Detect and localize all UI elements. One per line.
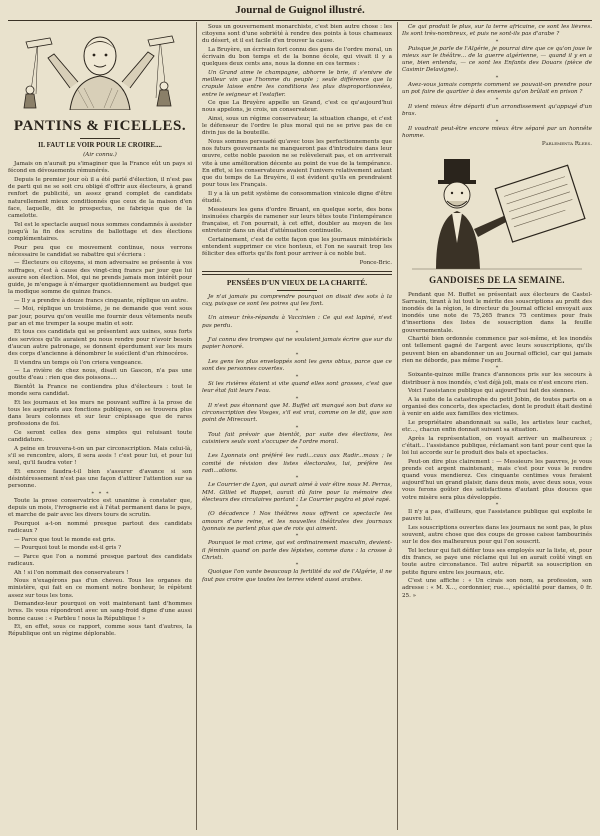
paragraph: Pendant que M. Buffet se présentait aux électeurs de Castel-Sarrasin, tirant à lui tout le mérite des souscriptions au profit des inondés de la région, le directeur du Journal officiel envoyait aux inondés une note de 75,265 francs 75 centimes pour frais d'insertions des listes de souscription dans la feuille gouvernementale. [402, 291, 592, 334]
paragraph: A peine en trouvera-t-on un par circonscription. Mais celui-là, s'il se rencontre, alors, il sera assis ! c'est pour lui, et pour lui seul, qu'il faudra voter ! [8, 445, 192, 467]
paragraph: Après la représentation, on voyait arriver un malheureux ; c'était... l'assistance publique, réclamant son tant pour cent que la loi lui accorde sur le produit des bals et spectacles. [402, 435, 592, 456]
pensee-item: Avez-vous jamais compris comment se pouvait-on prendre pour un pot faire de quartier à des ennemis qu'on brûlait en prison ? [402, 82, 592, 96]
signature: Parlementa Rlees. [541, 141, 592, 148]
separator-star: * [295, 424, 299, 431]
column-divider-2 [397, 22, 398, 830]
paragraph: Pour peu que ce mouvement continue, nous verrons nécessaire le candidat se rabattre qui s'écriera : [8, 244, 192, 258]
paragraph: Ainsi, sous un régime conservateur, la situation change, et c'est le défenseur de l'ordre le plus moral qui ne se prive pas de ce divin jus de la bouteille. [202, 116, 392, 137]
puppeteer-illustration [8, 28, 192, 110]
separator-star: * [295, 308, 299, 315]
separator-star: * [295, 504, 299, 511]
paragraph: — Parce que tout le monde est gris. [14, 536, 116, 543]
pensee-item: Si les rivières étaient si vite quand elles sont grosses, c'est que leur état fait leurs l'eau. [202, 380, 392, 394]
pensees-list-continued [402, 24, 592, 140]
paragraph: La Bruyère, un écrivain fort connu des gens de l'ordre moral, un écrivain du bon temps et de la bonne école, qui vivait il y a quelques deux cents ans, nous la donne en ces termes : [202, 47, 392, 68]
paragraph: Voici l'assistance publique qui aujourd'hui fait des siennes. [408, 388, 576, 395]
column-divider-1 [196, 22, 197, 830]
separator-star: * [495, 96, 499, 103]
paragraph: Il n'y a pas, d'ailleurs, que l'assistance publique qui exploite le pauvre lui. [402, 509, 592, 523]
paragraph: Demandez-leur pourquoi on voit maintenant tant d'hommes ivres. Ils vous répondront avec un sang-froid digne d'une aussi bonne cause : « Parbleu ! nous la République ! » [8, 601, 192, 622]
paragraph: — Électeurs ou citoyens, si mon adversaire se présente à vos suffrages, c'est à cause des vingt-cinq francs par jour que lui assure son élection. Moi, qui ne prends jamais mon intérêt pour guide, je m'engage à n'émarger quotidiennement au budget que la modique somme de quinze francs. [8, 260, 192, 296]
pensee-item: J'ai connu des trompes qui ne voulaient jamais écrire que sur du papier honoré. [202, 337, 392, 351]
paragraph: Soixante-quinze mille francs d'annonces pris sur les secours à distribuer à nos inondés, c'est déjà joli, mais ce n'est encore rien. [402, 372, 592, 386]
pensee-item: Puisque je parle de l'Algérie, je pourrai dire que ce qu'on joue le mieux sur le théâtre... de la guerre algérienne, — quand il y en a une, bien entendu, — ce sont les Enfants des Douars (pièce de Casimir Delavigne). [402, 45, 592, 74]
paragraph: Il y a là un petit système de consommation vinicole digne d'être étudié. [202, 190, 392, 205]
pensee-item: Un aimeur très-répandu à Vaccinien : Ce qui est lapiné, n'est pas perdu. [202, 315, 392, 329]
separator-star: * [295, 351, 299, 358]
column-1 [8, 24, 192, 830]
section-title-pensees: PENSÉES D'UN VIEUX DE LA CHARITÉ. [226, 277, 368, 287]
pensees-list [202, 294, 392, 584]
separator-star: * [495, 365, 499, 372]
politician-drawing [402, 153, 592, 271]
paragraph: Jamais on n'aurait pu s'imaginer que la France eût un pays si fécond en dévouements rémunérés. [8, 161, 192, 175]
section-rule [202, 271, 392, 275]
separator-star: * [295, 446, 299, 453]
politician-illustration [402, 153, 592, 271]
separator-star: * [295, 395, 299, 402]
title-rule [80, 138, 120, 139]
separator-star: * [295, 533, 299, 540]
column-3 [402, 24, 592, 830]
page-header-title: Journal de Guignol illustré. [235, 4, 365, 16]
separator-star: * [295, 562, 299, 569]
pensee-item: Pourquoi le mot crime, qui est ordinairement masculin, devient-il féminin quand on parle des lépistes, comme dans : la crosse à Christi. [202, 540, 392, 561]
paragraph: Il viendra un temps où l'on criera vengeance. [14, 359, 143, 366]
pensee-item: Ce qui produit le plus, sur la terre africaine, ce sont les lièvres. Ils sont très-nombreux, et puis ne sont-ils pas d'arabe ? [402, 24, 592, 38]
paragraph: Nous n'exagérons pas d'un cheveu. Tous les organes du ministère, qui fait en ce moment notre bonheur, le répètent assez sur tous les tons. [8, 578, 192, 599]
paragraph: Sous un gouvernement monarchiste, c'est bien autre chose : les citoyens sont d'une sobriété à rendre des points à tous chameaux du désert, et il est facile d'en trouver la cause. [202, 24, 392, 45]
column-2 [202, 24, 392, 830]
paragraph: Ce seront celles des gens simples qui reluisant toute candidature. [8, 430, 192, 444]
pensee-item: Le Courrier de Lyon, qui aurait aimé à voir élire nous M. Perras, MM. Gilliet et Ruppet, aurait dû faire pour la mémoire des électeurs des circulaires portant : Le Courrier paytra et pivé rapé. [202, 482, 392, 503]
section-title-pantins: PANTINS & FICELLES. [13, 118, 187, 134]
signature: Ponce-Bric. [359, 259, 392, 266]
paragraph: Et les journaux et les murs ne pouvant suffire à la prose de tous les aspirants aux fonctions publiques, on se trouvera plus dans leurs colonnes et sur leur crépissage que de rares professions de foi. [8, 399, 192, 428]
paragraph: Ce que La Bruyère appelle un Grand, c'est ce qu'aujourd'hui nous appelons, je crois, un conservateur. [202, 100, 392, 114]
separator-star: * [295, 330, 299, 337]
paragraph: Les souscriptions ouvertes dans les journaux ne sont pas, le plus souvent, autre chose que des coups de grosse caisse tambourinés sur le dos des malheureux pour qui l'on souscrit. [402, 525, 592, 546]
paragraph: Certainement, c'est de cette façon que les journaux ministériels entendent supprimer ce vice honteux, et l'on ne saurait trop les féliciter des efforts qu'ils font pour arriver à ce noble but. [202, 236, 392, 258]
paragraph: Et tous ces candidats qui se présentent aux usines, sous forts des services qu'ils auraient pu nous rendre pour n'avoir besoin d'aucun autre patronage, se donnent éperdument sur les murs des corps d'ancienne à dénombrer le suécilent d'un rhinocéros. [8, 329, 192, 358]
pensee-item: (O décadence ! Nos théâtres nous offrent ce spectacle les amours d'une reine, et les nouvelles théâtrales des journaux lyonnais ne parlent plus que de rois qui aiment. [202, 511, 392, 532]
section-title-gandoises: GANDOISES DE LA SEMAINE. [429, 274, 565, 285]
title-rule [277, 290, 317, 291]
paragraph: — Moi, réplique un troisième, je ne demande que vent sous par jour, pourvu qu'on veuille me fournir deux vêtements neufs par an et me tremper la soupe matin et soir. [8, 306, 192, 327]
separator-star: * [295, 373, 299, 380]
song-title: IL FAUT LE VOIR POUR LE CROIRE.... [38, 142, 162, 149]
paragraph: — Il y a prendre à douze francs cinquante, réplique un autre. [14, 297, 188, 304]
paragraph: Pourquoi a-t-on nommé presque partout des candidats radicaux ? [8, 520, 192, 534]
quote-paragraph: Un Grand aime le champagne, abhorre le brie, il s'enivre de meilleur vin que l'homme du peuple ; seule différence que la crapule laisse entre les conditions les plus disproportionnées, entre le seigneur et l'estafier. [202, 70, 392, 98]
separator-stars: * * * [91, 490, 109, 497]
paragraph: — Pourquoi tout le monde est-il gris ? [14, 545, 122, 552]
pensee-item: Tout fait prévoir que bientôt, par suite des élections, les cuisiniers seuls vont s'occuper de l'ordre moral. [202, 431, 392, 445]
pensee-item: Les Lyonnais ont préféré les radi...caux aux Radir...maux ; le comité de révision des listes électorales, lui, préfère les radi...ations. [202, 453, 392, 474]
pensee-item: Il vient mieux être départi d'un arrondissement qu'appuyé d'un bras. [402, 103, 592, 117]
paragraph: C'est une affiche : « Un cirais son nom, sa profession, son adresse : « M. X..., cordonnier, rue..., spécialité pour dames, 0 fr. 25. » [402, 578, 592, 599]
paragraph: Nous sommes persuadé qu'avec tous les perfectionnements que nos futurs gouvernants ne manqueront pas d'introduire dans leur œuvre, cette noble passion ne se relèvelerait pas, et on arriverait vite à une amélioration décente au point de vue de la tempérance. En effet, si les conservateurs avaient l'univers relativement autant que du temps de La Bruyère, il est évident qu'ils en prendraient pour tous les Français. [202, 139, 392, 189]
pensee-item: Les gens les plus enveloppés sont les gens obtus, parce que ce sont des personnes covertes. [202, 358, 392, 373]
pensee-item: Je n'ai jamais pu comprendre pourquoi on disait des sots à la cuy, puisque ce sont les poires qui les font. [202, 293, 392, 307]
separator-star: * [295, 475, 299, 482]
paragraph: Peut-on dire plus clairement : — Messieurs les pauvres, je vous prends cet argent maintenant, mais c'est pour vous le rendre quand vous mendierez. Ces cinquante centimes vous feraient aujourd'hui un grand plaisir, dans deux mois, avec deux sous, vous vous ferons goûter des satisfactions d'autant plus douces que votre misère sera plus développée. [402, 458, 592, 501]
separator-star: * [495, 75, 499, 81]
separator-star: * [495, 118, 499, 125]
paragraph: Le propriétaire abandonnait sa salle, les artistes leur cachet, etc..., chacun enfin donnait suivant sa situation. [402, 419, 592, 433]
paragraph: Toute la prose conservatrice est unanime à constater que, depuis un mois, l'ivrognerie est à l'état permanent dans le pays, et marche de pair avec les divers tours de scrutin. [8, 497, 192, 519]
separator-star: * [495, 38, 499, 45]
paragraph: Bientôt la France ne contiendra plus d'électeurs : tout le monde sera candidat. [8, 384, 192, 398]
pensee-item: Quoique l'on vante beaucoup la fertilité du sol de l'Algérie, il ne faut pas croire que toutes les terres vident aussi arabes. [202, 569, 392, 583]
paragraph: Tel est le spectacle auquel nous sommes condamnés à assister jusqu'à la fin des scrutins de ballottage et des élections complémentaires. [8, 221, 192, 243]
header-rule [8, 20, 592, 21]
title-rule [477, 288, 517, 289]
paragraph: — Parce que l'on a nommé presque partout des candidats radicaux. [8, 553, 192, 567]
separator-star: * [495, 502, 499, 509]
paragraph: — La rivière de chez nous, disait un Gascon, n'a pas une goutte d'eau : rien que des poissons.... [8, 368, 192, 382]
paragraph: A la suite de la catastrophe du petit Jobin, de toutes parts on a organisé des concerts, des spectacles, dont le produit était destiné à venir en aide aux familles des victimes. [402, 396, 592, 418]
paragraph: Charité bien ordonnée commence par soi-même, et les inondés ont tellement gagné de l'argent avec leurs souscriptions, qu'ils peuvent bien en abandonner un au Journal officiel, car qui jamais rien ne déborde, pas même l'esprit. [402, 336, 592, 364]
pensee-item: Il n'est pas étonnant que M. Buffet ait manqué son but dans sa circonscription des Vosges, s'il est vrai, comme on le dit, que son point de Mirecourt. [202, 402, 392, 423]
song-air: (Air connu.) [83, 152, 117, 158]
pensee-item: Il voudrait peut-être encore mieux être séparé par un honnête homme. [402, 125, 592, 139]
paragraph: Et, en effet, sous ce rapport, comme sous tant d'autres, la République ont un régime déplorable. [8, 624, 192, 638]
paragraph: Ah ! si l'on nommait des conservateurs ! [14, 569, 129, 576]
paragraph: Depuis le premier jour où il a été parlé d'élection, il n'est pas de parti qui ne se soit cru obligé d'offrir aux électeurs, à grand renfort de publicité, un assez grand complet de candidats naturellement mieux conditionnés que ceux de la maison d'en face, laquelle, dit le prospectus, ne fabrique que de la camelotte. [8, 177, 192, 220]
paragraph: Et encore faudra-t-il bien s'assurer d'avance si son désintéressement n'est pas une façon d'attirer l'attention sur sa personne. [8, 468, 192, 490]
puppeteer-drawing [8, 28, 192, 110]
paragraph: Tel lecteur qui fait défiler tous ses employés sur la liste, et, pour dix francs, se paye une réclame qui lui en aurait coûté vingt en toute autre circonstance. Tel autre répartit sa souscription en petite figure entre les journaux, etc. [402, 548, 592, 576]
paragraph: Messieurs les gens d'ordre Bruant, en quelque sorte, des bons insinuées chargés de ramener sur leurs têtes toute l'intempérance française, et l'on pourrait, à cet effet, doubler au moyen de les entretenir dans un état d'atténuation continuelle. [202, 206, 392, 235]
